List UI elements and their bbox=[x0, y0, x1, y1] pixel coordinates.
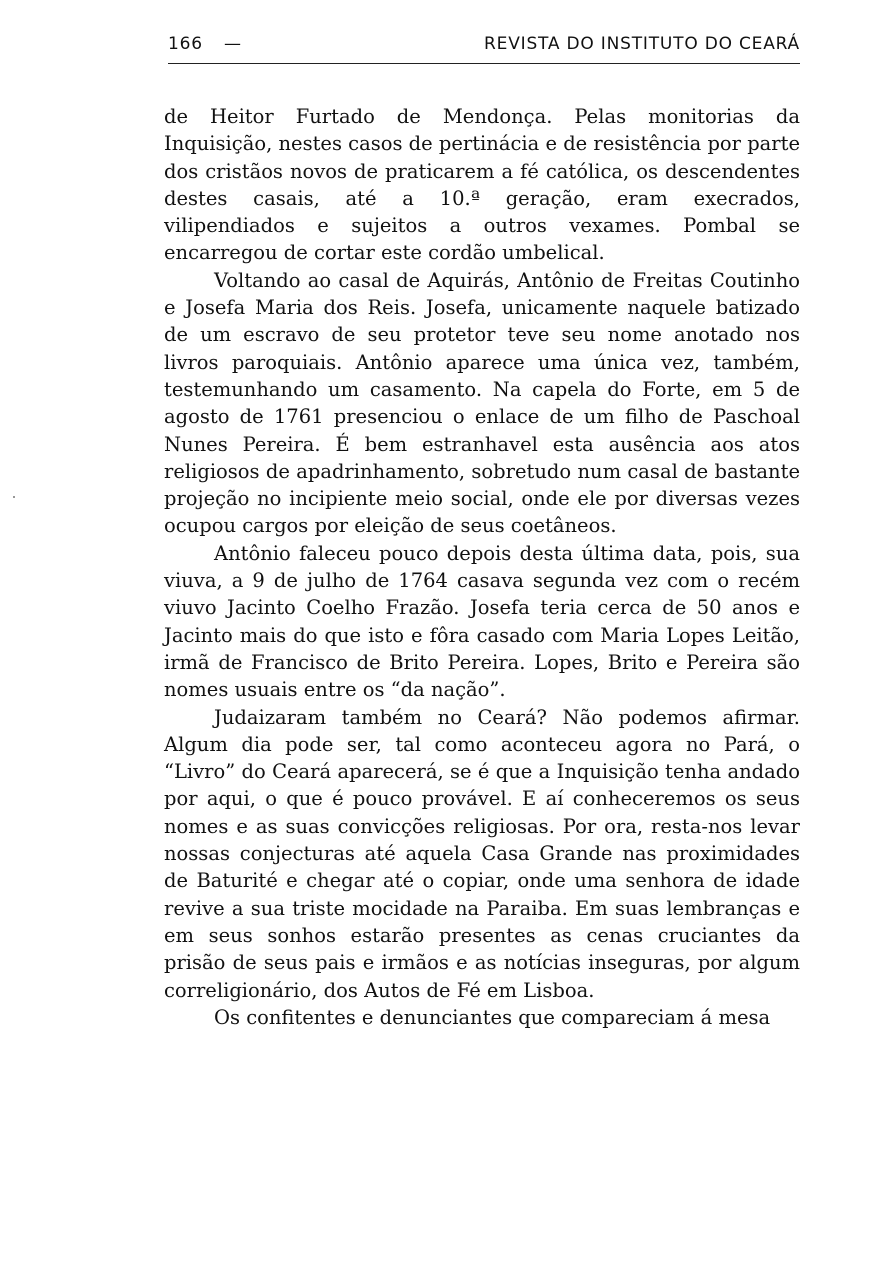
scan-speck bbox=[13, 496, 15, 498]
paragraph: Antônio faleceu pouco depois desta última data, pois, sua viuva, a 9 de julho de 1764 casava segunda vez com o recém viuvo Jacinto Coelho Frazão. Josefa teria cerca de 50 anos e Jacinto mais do que isto e fôra casado com Maria Lopes Leitão, irmã de Francisco de Brito Pereira. Lopes, Brito e Pereira são nomes usuais entre os “da nação”. bbox=[164, 541, 800, 702]
body-text bbox=[164, 103, 800, 1031]
page-number: 166 bbox=[168, 34, 203, 54]
header-dash: — bbox=[224, 34, 242, 54]
running-title: REVISTA DO INSTITUTO DO CEARÁ bbox=[484, 34, 800, 54]
paragraph: Voltando ao casal de Aquirás, Antônio de Freitas Coutinho e Josefa Maria dos Reis. Josefa, unicamente naquele batizado de um escravo de seu protetor teve seu nome anotado nos livros paroquiais. Antônio aparece uma única vez, também, testemunhando um casamento. Na capela do Forte, em 5 de agosto de 1761 presenciou o enlace de um filho de Paschoal Nunes Pereira. É bem estranhavel esta ausência aos atos religiosos de apadrinhamento, sobretudo num casal de bastante projeção no incipiente meio social, onde ele por diversas vezes ocupou cargos por eleição de seus coetâneos. bbox=[164, 268, 800, 538]
paragraph: Judaizaram também no Ceará? Não podemos afirmar. Algum dia pode ser, tal como aconteceu agora no Pará, o “Livro” do Ceará aparecerá, se é que a Inquisição tenha andado por aqui, o que é pouco provável. E aí conheceremos os seus nomes e as suas convicções religiosas. Por ora, resta-nos levar nossas conjecturas até aquela Casa Grande nas proximidades de Baturité e chegar até o copiar, onde uma senhora de idade revive a sua triste mocidade na Paraiba. Em suas lembranças e em seus sonhos estarão presentes as cenas cruciantes da prisão de seus pais e irmãos e as notícias inseguras, por algum correligionário, dos Autos de Fé em Lisboa. bbox=[164, 705, 800, 1002]
paragraph: Os confitentes e denunciantes que compareciam á mesa bbox=[214, 1005, 771, 1029]
running-header bbox=[168, 34, 800, 62]
header-rule bbox=[168, 63, 800, 64]
paragraph: de Heitor Furtado de Mendonça. Pelas monitorias da Inquisição, nestes casos de pertinácia e de resistência por parte dos cristãos novos de praticarem a fé católica, os descendentes destes casais, até a 10.ª geração, eram execrados, vilipendiados e sujeitos a outros vexames. Pombal se encarregou de cortar este cordão umbelical. bbox=[164, 105, 800, 265]
